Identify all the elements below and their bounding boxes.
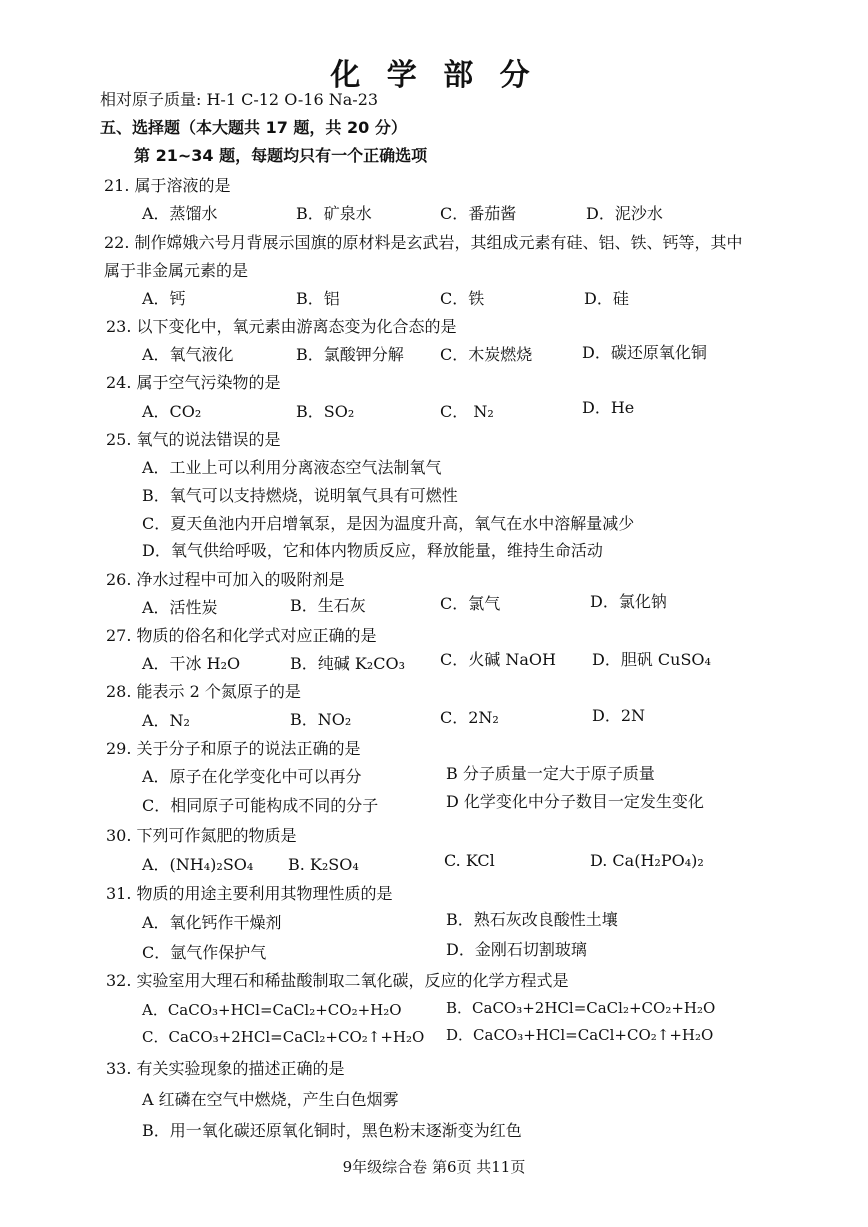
question-22-stem-continued: 属于非金属元素的是 [104,261,249,280]
question-24-option-b: B．SO₂ [296,402,355,421]
question-32-option-c: C．CaCO₃+2HCl=CaCl₂+CO₂↑+H₂O [142,1028,425,1046]
question-22-option-b: B．铝 [296,289,340,308]
question-23-stem: 23. 以下变化中，氧元素由游离态变为化合态的是 [106,317,457,336]
section-heading: 五、选择题（本大题共 17 题，共 20 分） [100,118,407,137]
question-31-option-d: D．金刚石切割玻璃 [446,940,587,959]
question-26-option-b: B．生石灰 [290,596,366,615]
question-27-option-a: A．干冰 H₂O [142,654,241,673]
question-27-option-d: D．胆矾 CuSO₄ [592,650,711,669]
question-21-stem: 21. 属于溶液的是 [104,176,231,195]
question-22-option-c: C．铁 [440,289,485,308]
question-32-option-b: B．CaCO₃+2HCl=CaCl₂+CO₂+H₂O [446,999,716,1017]
page-title: 化 学 部 分 [330,58,538,93]
question-26-option-d: D．氯化钠 [590,592,667,611]
question-30-option-a: A．(NH₄)₂SO₄ [142,855,254,874]
question-30-stem: 30. 下列可作氮肥的物质是 [106,826,297,845]
question-33-option-b: B．用一氧化碳还原氧化铜时，黑色粉末逐渐变为红色 [142,1121,522,1140]
question-23-option-c: C．木炭燃烧 [440,345,533,364]
question-31-option-b: B．熟石灰改良酸性土壤 [446,910,618,929]
question-25-option-a: A．工业上可以利用分离液态空气法制氧气 [142,458,442,477]
question-26-option-a: A．活性炭 [142,598,218,617]
question-21-option-c: C．番茄酱 [440,204,517,223]
question-33-option-a: A 红磷在空气中燃烧，产生白色烟雾 [142,1090,399,1109]
question-26-stem: 26. 净水过程中可加入的吸附剂是 [106,570,345,589]
sub-heading: 第 21~34 题，每题均只有一个正确选项 [134,146,428,165]
page-footer: 9年级综合卷 第6页 共11页 [342,1158,526,1176]
question-32-stem: 32. 实验室用大理石和稀盐酸制取二氧化碳，反应的化学方程式是 [106,971,569,990]
atomic-mass-line: 相对原子质量: H-1 C-12 O-16 Na-23 [100,90,379,109]
question-23-option-b: B．氯酸钾分解 [296,345,404,364]
question-27-stem: 27. 物质的俗名和化学式对应正确的是 [106,626,377,645]
question-23-option-d: D．碳还原氧化铜 [582,343,707,362]
question-21-option-a: A．蒸馏水 [142,204,218,223]
question-32-option-a: A．CaCO₃+HCl=CaCl₂+CO₂+H₂O [142,1001,402,1019]
question-29-option-b: B 分子质量一定大于原子质量 [446,764,655,783]
question-24-stem: 24. 属于空气污染物的是 [106,373,281,392]
question-24-option-c: C． N₂ [440,402,494,421]
question-29-option-a: A．原子在化学变化中可以再分 [142,767,362,786]
question-31-stem: 31. 物质的用途主要利用其物理性质的是 [106,884,393,903]
question-22-option-a: A．钙 [142,289,186,308]
question-31-option-a: A．氧化钙作干燥剂 [142,913,282,932]
question-28-option-b: B．NO₂ [290,710,352,729]
question-31-option-c: C．氩气作保护气 [142,943,267,962]
question-27-option-b: B．纯碱 K₂CO₃ [290,654,405,673]
question-23-option-a: A．氧气液化 [142,345,234,364]
question-29-option-c: C．相同原子可能构成不同的分子 [142,796,379,815]
question-22-stem: 22. 制作嫦娥六号月背展示国旗的原材料是玄武岩，其组成元素有硅、铝、铁、钙等，其中 [104,233,743,252]
question-32-option-d: D．CaCO₃+HCl=CaCl+CO₂↑+H₂O [446,1026,714,1044]
question-22-option-d: D．硅 [584,289,629,308]
question-25-option-b: B．氧气可以支持燃烧，说明氧气具有可燃性 [142,486,458,505]
question-30-option-b: B. K₂SO₄ [288,855,359,874]
question-25-stem: 25. 氧气的说法错误的是 [106,430,281,449]
question-28-option-a: A．N₂ [142,711,190,730]
question-30-option-d: D. Ca(H₂PO₄)₂ [590,851,704,870]
question-24-option-d: D．He [582,398,635,417]
question-25-option-d: D．氧气供给呼吸，它和体内物质反应，释放能量，维持生命活动 [142,541,603,560]
question-28-option-d: D．2N [592,706,646,725]
question-27-option-c: C．火碱 NaOH [440,650,556,669]
question-24-option-a: A．CO₂ [142,402,202,421]
question-33-stem: 33. 有关实验现象的描述正确的是 [106,1059,345,1078]
question-26-option-c: C．氯气 [440,594,501,613]
question-29-option-d: D 化学变化中分子数目一定发生变化 [446,792,704,811]
question-28-stem: 28. 能表示 2 个氮原子的是 [106,682,301,701]
question-30-option-c: C. KCl [444,851,495,870]
question-29-stem: 29. 关于分子和原子的说法正确的是 [106,739,361,758]
question-28-option-c: C．2N₂ [440,708,499,727]
question-21-option-d: D．泥沙水 [586,204,663,223]
question-25-option-c: C．夏天鱼池内开启增氧泵，是因为温度升高，氧气在水中溶解量减少 [142,514,635,533]
question-21-option-b: B．矿泉水 [296,204,372,223]
